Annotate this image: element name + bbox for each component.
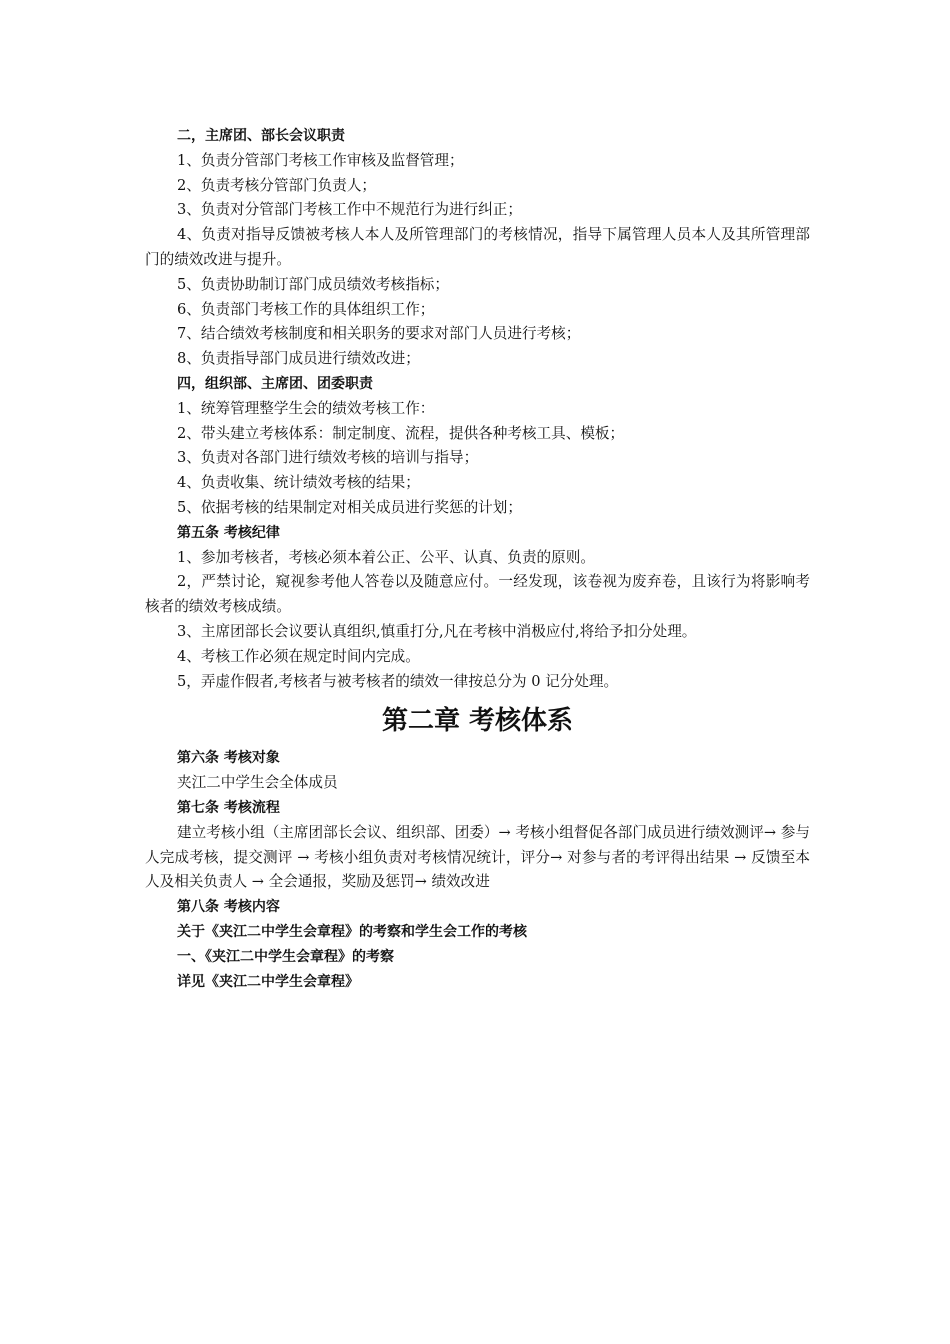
- article-six-text: 夹江二中学生会全体成员: [177, 774, 338, 792]
- article-seven-text: 建立考核小组（主席团部长会议、组织部、团委）→ 考核小组督促各部门成员进行绩效测评→ 参与人完成考核，提交测评 → 考核小组负责对考核情况统计，评分→ 对参与者的考评得出结果 → 反馈至本人及相关负责人 → 全会通报，奖励及惩罚→ 绩效改进: [145, 823, 810, 891]
- article-five-item-2: 2，严禁讨论，窥视参考他人答卷以及随意应付。一经发现，该卷视为废弃卷，且该行为将影响考核者的绩效考核成绩。: [145, 573, 810, 616]
- section-two-heading: 二，主席团、部长会议职责: [177, 128, 345, 144]
- section-two-item-3: 3、负责对分管部门考核工作中不规范行为进行纠正；: [177, 201, 522, 219]
- section-two-item-2: 2、负责考核分管部门负责人；: [177, 176, 377, 194]
- article-eight-line-3: 详见《夹江二中学生会章程》: [177, 973, 359, 990]
- document-page: [145, 124, 810, 994]
- article-five-item-4: 4、考核工作必须在规定时间内完成。: [177, 647, 420, 665]
- section-two-item-6: 6、负责部门考核工作的具体组织工作；: [177, 300, 435, 318]
- article-five-item-1: 1、参加考核者，考核必须本着公正、公平、认真、负责的原则。: [177, 548, 595, 566]
- section-four-item-1: 1、统筹管理整学生会的绩效考核工作：: [177, 399, 435, 417]
- section-four-item-3: 3、负责对各部门进行绩效考核的培训与指导；: [177, 449, 479, 467]
- section-two-item-5: 5、负责协助制订部门成员绩效考核指标；: [177, 275, 449, 293]
- section-four-item-5: 5、依据考核的结果制定对相关成员进行奖惩的计划；: [177, 498, 522, 516]
- article-five-item-3: 3、主席团部长会议要认真组织,慎重打分,凡在考核中消极应付,将给予扣分处理。: [177, 622, 697, 640]
- section-four-item-2: 2、带头建立考核体系：制定制度、流程，提供各种考核工具、模板；: [177, 424, 625, 442]
- article-eight-line-2: 一、《夹江二中学生会章程》的考察: [177, 948, 394, 965]
- section-two-item-8: 8、负责指导部门成员进行绩效改进；: [177, 350, 420, 368]
- article-seven-heading: 第七条 考核流程: [177, 799, 280, 816]
- article-five-heading: 第五条 考核纪律: [177, 524, 280, 541]
- section-four-item-4: 4、负责收集、统计绩效考核的结果；: [177, 474, 420, 492]
- article-eight-heading: 第八条 考核内容: [177, 899, 280, 916]
- article-six-heading: 第六条 考核对象: [177, 750, 280, 767]
- section-two-item-7: 7、结合绩效考核制度和相关职务的要求对部门人员进行考核；: [177, 325, 581, 343]
- section-two-item-4: 4、负责对指导反馈被考核人本人及所管理部门的考核情况，指导下属管理人员本人及其所管理部门的绩效改进与提升。: [145, 226, 810, 268]
- section-four-heading: 四，组织部、主席团、团委职责: [177, 375, 373, 392]
- article-five-item-5: 5，弄虚作假者,考核者与被考核者的绩效一律按总分为 0 记分处理。: [177, 672, 619, 690]
- article-eight-line-1: 关于《夹江二中学生会章程》的考察和学生会工作的考核: [177, 923, 527, 940]
- chapter-title: 第二章 考核体系: [381, 706, 574, 737]
- section-two-item-1: 1、负责分管部门考核工作审核及监督管理；: [177, 151, 464, 169]
